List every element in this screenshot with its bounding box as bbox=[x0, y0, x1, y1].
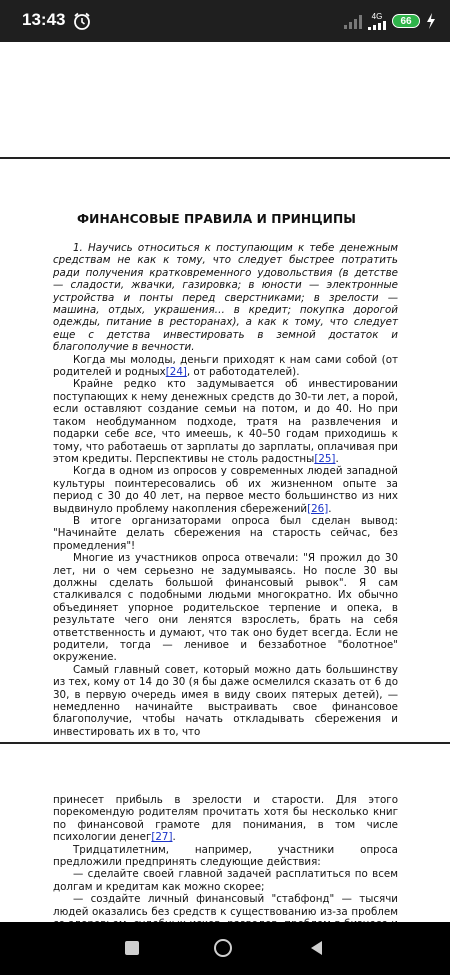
status-bar bbox=[0, 0, 450, 42]
body-paragraph: — сделайте своей главной задачей расплатиться по всем долгам и кредитам как можно скорее; bbox=[53, 868, 398, 893]
signal-icon bbox=[344, 13, 362, 29]
emphasis-text: все bbox=[134, 428, 153, 441]
page-divider bbox=[0, 157, 450, 159]
document-page bbox=[53, 212, 398, 738]
navigation-bar bbox=[0, 922, 450, 975]
body-paragraph: — создайте личный финансовый "стабфонд" — тысячи людей оказались без средств к существованию из-за проблем bbox=[53, 893, 398, 918]
recents-icon[interactable] bbox=[125, 941, 139, 955]
page-divider bbox=[0, 742, 450, 744]
text-run: . bbox=[328, 502, 332, 515]
chapter-title: ФИНАНСОВЫЕ ПРАВИЛА И ПРИНЦИПЫ bbox=[77, 212, 356, 226]
footnote-link[interactable]: [26] bbox=[307, 502, 329, 515]
footnote-link[interactable]: [25] bbox=[314, 452, 336, 465]
body-paragraph: В итоге организаторами опроса был сделан вывод: "Начинайте делать сбережения на старость сейчас, без промедления"! bbox=[53, 514, 398, 552]
epigraph-paragraph: 1. Научись относиться к поступающим к тебе денежным средствам не как к тому, что следует быстрее потратить ради получения кратковременного удовольствия (в детстве — сладости, жвачки, газировка; в юности — электронные устройства и понты перед сверстниками; в зрелости — машина, отдых, украшения… в кредит; покупка дорогой одежды, питание в ресторанах), а как к тому, что следует еще с детства инвестировать в земной достаток и благополучие в вечности. bbox=[53, 242, 398, 354]
text-run: , что имеешь, к 40–50 годам приходишь к тому, что работаешь от зарплаты до зарплаты, оплачивая при этом кредиты. Перспективы не столь радостны bbox=[53, 428, 398, 465]
text-run: . bbox=[172, 831, 176, 844]
body-paragraph bbox=[53, 354, 398, 379]
text-run: Когда в одном из опросов у современных людей западной культуры поинтересовались об их жизненном опыте за период с 30 до 40 лет, на первое место большинство из них выдвинуло проблему накопления сбережений bbox=[53, 465, 398, 515]
body-paragraph bbox=[53, 794, 398, 844]
charging-icon bbox=[426, 13, 436, 29]
footnote-link[interactable]: [24] bbox=[165, 366, 187, 379]
text-run: . bbox=[335, 452, 339, 465]
footnote-link[interactable]: [27] bbox=[151, 831, 173, 844]
network-indicator bbox=[368, 13, 386, 30]
back-icon[interactable] bbox=[309, 940, 325, 956]
document-page bbox=[53, 794, 398, 943]
signal-icon bbox=[368, 21, 386, 30]
body-paragraph: Многие из участников опроса отвечали: "Я прожил до 30 лет, ни о чем серьезно не задумываясь. Но после 30 вы должны сделать большой финансовый рывок". Я сам сталкивался с подобными людьми многократно. Их обычно объединяет упорное родительское терпение и опека, в результате чего они ленятся взрослеть, брать на себя ответственность и думают, что так оно будет всегда. Если не родители, тогда — ленивое и беззаботное "болотное" окружение. bbox=[53, 552, 398, 664]
text-run: Когда мы молоды, деньги приходят к нам сами собой (от родителей и родных bbox=[53, 353, 398, 379]
home-icon[interactable] bbox=[214, 939, 232, 957]
battery-indicator: 66 bbox=[392, 14, 420, 28]
status-icons bbox=[344, 11, 436, 31]
body-paragraph bbox=[53, 378, 398, 465]
body-paragraph: Самый главный совет, который можно дать большинству из тех, кому от 14 до 30 (я бы даже осмелился сказать от 6 до 30, в первую очередь имея в виду своих пятерых детей), — немедленно начинайте выстраивать свое финансовое благополучие, чтобы начать откладывать сбережения и инвестировать их в то, что bbox=[53, 663, 398, 738]
text-run: , от работодателей). bbox=[186, 366, 300, 379]
network-label: 4G bbox=[371, 11, 383, 21]
body-paragraph: Тридцатилетним, например, участники опроса предложили предпринять следующие действия: bbox=[53, 843, 398, 869]
status-time: 13:43 bbox=[22, 10, 66, 29]
body-paragraph bbox=[53, 465, 398, 515]
text-run: принесет прибыль в зрелости и старости. Для этого порекомендую родителям прочитать хотя бы несколько книг по финансовой грамоте для понимания, в том числе психологии денег bbox=[53, 794, 398, 844]
alarm-icon bbox=[72, 11, 92, 31]
text-run: Крайне редко кто задумывается об инвестировании поступающих к нему денежных средств до 30-ти лет, а порой, если оставляют создание семьи на потом, и до 40. Но при таком необдуманном подходе, тратя на развлечения и подарки себе bbox=[53, 378, 398, 441]
